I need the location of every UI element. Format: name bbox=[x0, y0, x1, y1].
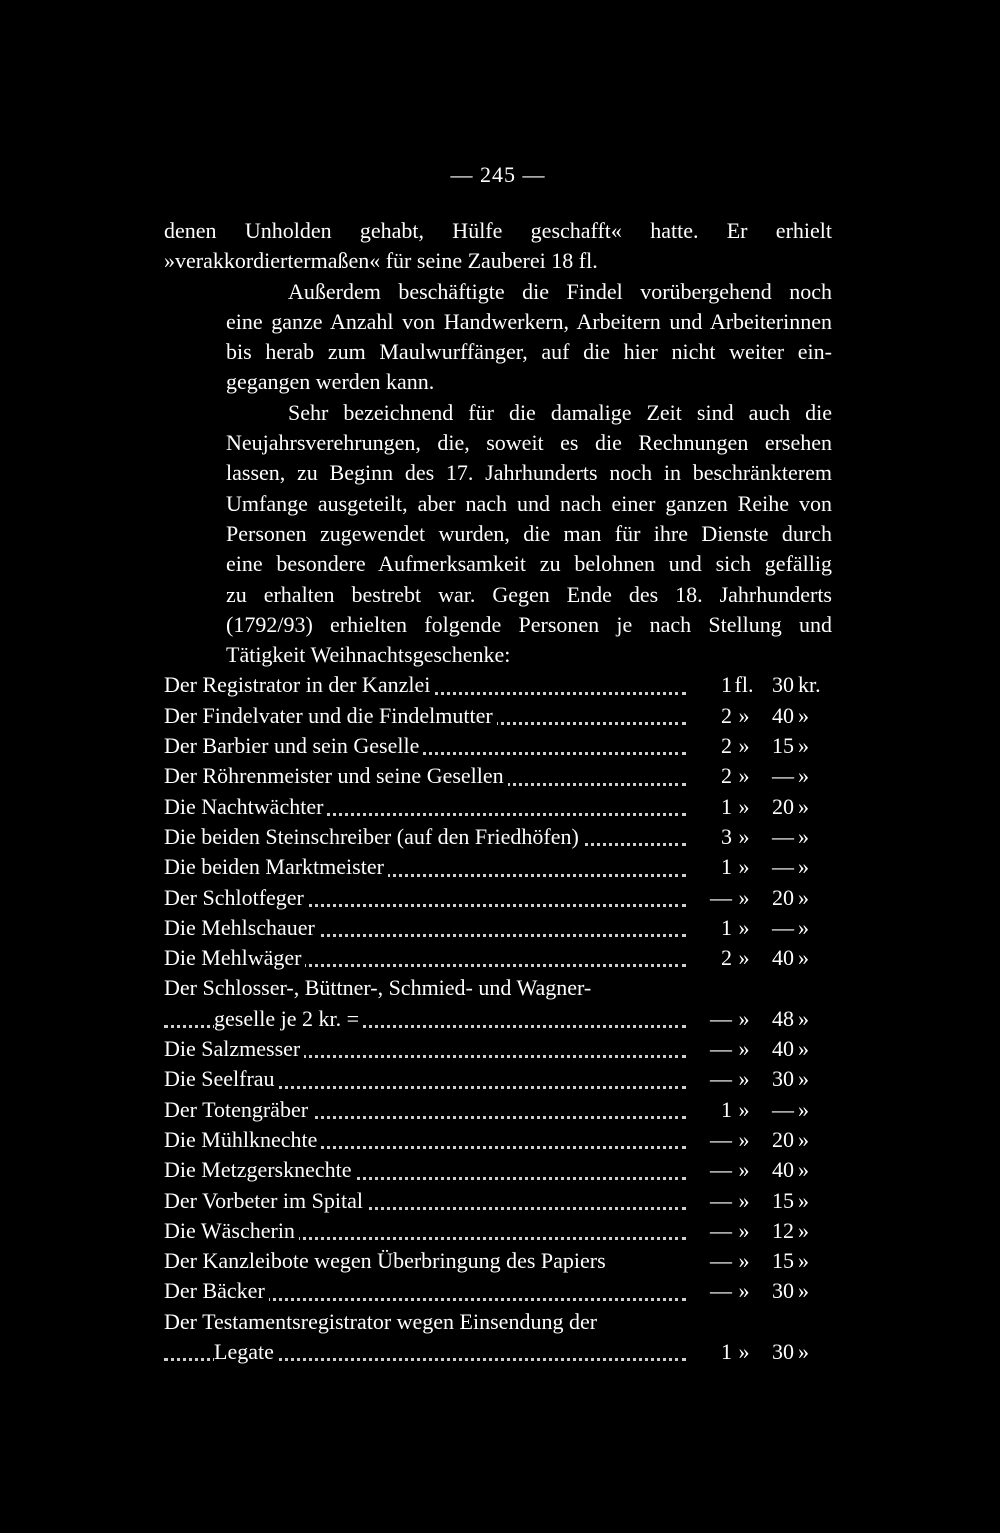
text-line: bis herab zum Maulwurffänger, auf die hier nicht weiter ein- bbox=[226, 339, 832, 365]
amount-fl: — bbox=[710, 1248, 732, 1274]
amount-kr: 20 bbox=[772, 793, 794, 819]
gift-amount bbox=[692, 883, 832, 913]
gift-row bbox=[164, 792, 832, 822]
recipient-name bbox=[164, 1216, 692, 1246]
recipient-label: Der Findelvater und die Findelmutter bbox=[164, 703, 497, 728]
recipient-name bbox=[164, 731, 692, 761]
gift-amount bbox=[692, 913, 832, 943]
amount-fl: 1 bbox=[721, 854, 732, 880]
amount-kr: 15 bbox=[772, 733, 794, 759]
paragraph bbox=[164, 277, 832, 398]
amount-kr: 48 bbox=[772, 1005, 794, 1031]
recipient-label: Die Mehlschauer bbox=[164, 915, 319, 940]
amount-u1: » bbox=[738, 1338, 750, 1364]
gift-row bbox=[164, 1034, 832, 1064]
recipient-name bbox=[164, 913, 692, 943]
amount-fl: 2 bbox=[721, 945, 732, 971]
gift-amount bbox=[692, 943, 832, 973]
paragraph bbox=[164, 216, 832, 277]
recipient-label: Die Salzmesser bbox=[164, 1036, 304, 1061]
gift-row bbox=[164, 913, 832, 943]
gift-amount bbox=[692, 1216, 832, 1246]
text-line: Sehr bezeichnend für die damalige Zeit sind auch die bbox=[288, 399, 832, 425]
recipient-label: Der Testamentsregistrator wegen Einsendung der bbox=[164, 1309, 601, 1334]
body-text bbox=[164, 216, 832, 670]
amount-u1: » bbox=[738, 793, 750, 819]
amount-u2: » bbox=[798, 1278, 809, 1304]
recipient-name bbox=[164, 792, 692, 822]
amount-fl: — bbox=[710, 1066, 732, 1092]
amount-u2: » bbox=[798, 733, 809, 759]
gift-amount bbox=[692, 822, 832, 852]
recipient-name bbox=[164, 1095, 692, 1125]
gift-row bbox=[164, 761, 832, 791]
amount-kr: — bbox=[772, 823, 794, 849]
text-line: Tätigkeit Weihnachtsgeschenke: bbox=[226, 642, 511, 668]
amount-fl: — bbox=[710, 1036, 732, 1062]
recipient-label: Der Bäcker bbox=[164, 1278, 269, 1303]
amount-u2: » bbox=[798, 793, 809, 819]
recipient-name bbox=[164, 1004, 692, 1034]
amount-u2: » bbox=[798, 1036, 809, 1062]
text-line: gegangen werden kann. bbox=[226, 369, 435, 395]
gift-amount bbox=[692, 1034, 832, 1064]
amount-u1: » bbox=[738, 1126, 750, 1152]
gift-row bbox=[164, 670, 832, 700]
gift-row bbox=[164, 852, 832, 882]
page-number: — 245 — bbox=[450, 162, 546, 187]
amount-u1: » bbox=[738, 823, 750, 849]
amount-u1: » bbox=[738, 1278, 750, 1304]
amount-u2: » bbox=[798, 1126, 809, 1152]
recipient-name bbox=[164, 1125, 692, 1155]
amount-fl: — bbox=[710, 1157, 732, 1183]
amount-kr: 30 bbox=[772, 672, 794, 698]
recipient-name bbox=[164, 1155, 692, 1185]
amount-fl: 2 bbox=[721, 763, 732, 789]
amount-fl: — bbox=[710, 1187, 732, 1213]
gift-row bbox=[164, 1095, 832, 1125]
recipient-name bbox=[164, 973, 692, 1003]
amount-kr: — bbox=[772, 1096, 794, 1122]
amount-u2: » bbox=[798, 763, 809, 789]
gift-row bbox=[164, 1064, 832, 1094]
amount-u2: » bbox=[798, 914, 809, 940]
gift-row bbox=[164, 1155, 832, 1185]
amount-u2: » bbox=[798, 1066, 809, 1092]
recipient-name bbox=[164, 1034, 692, 1064]
gift-amount bbox=[692, 792, 832, 822]
gift-row bbox=[164, 1276, 832, 1306]
amount-fl: 1 bbox=[721, 672, 732, 698]
recipient-name bbox=[164, 822, 692, 852]
gift-amount bbox=[692, 731, 832, 761]
recipient-name bbox=[164, 883, 692, 913]
amount-u2: » bbox=[798, 945, 809, 971]
recipient-label: Der Kanzleibote wegen Überbringung des Papiers bbox=[164, 1248, 610, 1273]
amount-u2: » bbox=[798, 1217, 809, 1243]
recipient-name bbox=[164, 670, 692, 700]
amount-u1: » bbox=[738, 1217, 750, 1243]
gift-row bbox=[164, 1307, 832, 1337]
amount-kr: — bbox=[772, 914, 794, 940]
amount-fl: — bbox=[710, 1278, 732, 1304]
recipient-label: Legate bbox=[214, 1339, 278, 1364]
amount-kr: 40 bbox=[772, 702, 794, 728]
recipient-label: Der Totengräber bbox=[164, 1097, 312, 1122]
book-page bbox=[164, 160, 832, 1367]
amount-kr: 30 bbox=[772, 1338, 794, 1364]
text-line: (1792/93) erhielten folgende Personen je nach Stellung und bbox=[226, 611, 832, 637]
amount-u1: » bbox=[738, 945, 750, 971]
amount-fl: — bbox=[710, 1126, 732, 1152]
amount-u2: » bbox=[798, 1157, 809, 1183]
amount-u1: » bbox=[738, 1187, 750, 1213]
amount-u1: fl. bbox=[734, 672, 754, 698]
amount-u2: » bbox=[798, 1005, 809, 1031]
recipient-name bbox=[164, 943, 692, 973]
gift-row bbox=[164, 1337, 832, 1367]
amount-u1: » bbox=[738, 1005, 750, 1031]
amount-kr: — bbox=[772, 763, 794, 789]
amount-u2: kr. bbox=[798, 672, 821, 698]
amount-kr: 30 bbox=[772, 1066, 794, 1092]
gift-amount bbox=[692, 1064, 832, 1094]
recipient-name bbox=[164, 852, 692, 882]
amount-u1: » bbox=[738, 884, 750, 910]
amount-u1: » bbox=[738, 763, 750, 789]
text-line: lassen, zu Beginn des 17. Jahrhunderts noch in beschränkterem bbox=[226, 460, 832, 486]
amount-u1: » bbox=[738, 1066, 750, 1092]
amount-u1: » bbox=[738, 702, 750, 728]
gift-amount bbox=[692, 1246, 832, 1276]
recipient-label: Die beiden Steinschreiber (auf den Friedhöfen) bbox=[164, 824, 583, 849]
text-line: Außerdem beschäftigte die Findel vorübergehend noch bbox=[288, 278, 832, 304]
recipient-label: Die Seelfrau bbox=[164, 1066, 279, 1091]
amount-u1: » bbox=[738, 1096, 750, 1122]
recipient-name bbox=[164, 1246, 692, 1276]
text-line: Umfange ausgeteilt, aber nach und nach einer ganzen Reihe von bbox=[226, 490, 832, 516]
gift-row bbox=[164, 1125, 832, 1155]
gift-row bbox=[164, 1004, 832, 1034]
paragraph bbox=[164, 398, 832, 671]
amount-kr: — bbox=[772, 854, 794, 880]
gift-row bbox=[164, 1216, 832, 1246]
gift-row bbox=[164, 822, 832, 852]
recipient-label: gesellе je 2 kr. = bbox=[214, 1006, 363, 1031]
amount-kr: 20 bbox=[772, 884, 794, 910]
text-line: Neujahrsverehrungen, die, soweit es die Rechnungen ersehen bbox=[226, 430, 832, 456]
amount-kr: 40 bbox=[772, 1157, 794, 1183]
amount-u1: » bbox=[738, 1248, 750, 1274]
amount-fl: — bbox=[710, 884, 732, 910]
gift-amount bbox=[692, 761, 832, 791]
gift-amount bbox=[692, 852, 832, 882]
gift-amount bbox=[692, 1186, 832, 1216]
gift-amount bbox=[692, 670, 832, 700]
amount-fl: — bbox=[710, 1217, 732, 1243]
text-line: eine ganze Anzahl von Handwerkern, Arbeitern und Arbeiterinnen bbox=[226, 308, 832, 334]
gift-amount bbox=[692, 1125, 832, 1155]
gift-row bbox=[164, 701, 832, 731]
recipient-label: Der Schlosser-, Büttner-, Schmied- und Wagner- bbox=[164, 975, 595, 1000]
amount-u2: » bbox=[798, 1187, 809, 1213]
recipient-name bbox=[164, 1276, 692, 1306]
recipient-label: Der Schlotfeger bbox=[164, 885, 308, 910]
gift-row bbox=[164, 883, 832, 913]
recipient-label: Die Wäscherin bbox=[164, 1218, 299, 1243]
recipient-label: Der Registrator in der Kanzlei bbox=[164, 672, 434, 697]
gift-row bbox=[164, 1246, 832, 1276]
text-line: zu erhalten bestrebt war. Gegen Ende des 18. Jahrhunderts bbox=[226, 581, 832, 607]
gift-table bbox=[164, 670, 832, 1367]
recipient-name bbox=[164, 1064, 692, 1094]
recipient-label: Die Metzgersknechte bbox=[164, 1157, 356, 1182]
amount-u2: » bbox=[798, 854, 809, 880]
text-line: denen Unholden gehabt, Hülfe geschafft« hatte. Er erhielt bbox=[164, 218, 832, 243]
amount-fl: 1 bbox=[721, 1096, 732, 1122]
recipient-name bbox=[164, 701, 692, 731]
gift-row bbox=[164, 973, 832, 1003]
gift-amount bbox=[692, 1337, 832, 1367]
amount-u2: » bbox=[798, 1338, 809, 1364]
amount-fl: — bbox=[710, 1005, 732, 1031]
amount-kr: 20 bbox=[772, 1126, 794, 1152]
amount-fl: 2 bbox=[721, 733, 732, 759]
gift-row bbox=[164, 731, 832, 761]
recipient-name bbox=[164, 1307, 692, 1337]
amount-u2: » bbox=[798, 1248, 809, 1274]
amount-u2: » bbox=[798, 1096, 809, 1122]
amount-u1: » bbox=[738, 1157, 750, 1183]
amount-u1: » bbox=[738, 733, 750, 759]
amount-u2: » bbox=[798, 884, 809, 910]
amount-u1: » bbox=[738, 914, 750, 940]
amount-fl: 1 bbox=[721, 914, 732, 940]
recipient-label: Der Vorbeter im Spital bbox=[164, 1188, 367, 1213]
gift-row bbox=[164, 1186, 832, 1216]
recipient-name bbox=[164, 1337, 692, 1367]
amount-fl: 1 bbox=[721, 793, 732, 819]
gift-amount bbox=[692, 1155, 832, 1185]
recipient-name bbox=[164, 1186, 692, 1216]
amount-kr: 40 bbox=[772, 1036, 794, 1062]
gift-amount bbox=[692, 701, 832, 731]
recipient-name bbox=[164, 761, 692, 791]
amount-fl: 2 bbox=[721, 702, 732, 728]
amount-kr: 15 bbox=[772, 1248, 794, 1274]
amount-u1: » bbox=[738, 854, 750, 880]
amount-kr: 30 bbox=[772, 1278, 794, 1304]
recipient-label: Der Barbier und sein Geselle bbox=[164, 733, 423, 758]
amount-kr: 12 bbox=[772, 1217, 794, 1243]
recipient-label: Die Nachtwächter bbox=[164, 794, 327, 819]
recipient-label: Die Mühlknechte bbox=[164, 1127, 321, 1152]
gift-row bbox=[164, 943, 832, 973]
text-line: Personen zugewendet wurden, die man für ihre Dienste durch bbox=[226, 520, 832, 546]
amount-kr: 15 bbox=[772, 1187, 794, 1213]
gift-amount bbox=[692, 1276, 832, 1306]
amount-fl: 3 bbox=[721, 823, 732, 849]
gift-amount bbox=[692, 1095, 832, 1125]
text-line: eine besondere Aufmerksamkeit zu belohnen und sich gefällig bbox=[226, 551, 832, 577]
amount-kr: 40 bbox=[772, 945, 794, 971]
recipient-label: Der Röhrenmeister und seine Gesellen bbox=[164, 763, 508, 788]
amount-u2: » bbox=[798, 702, 809, 728]
recipient-label: Die beiden Marktmeister bbox=[164, 854, 388, 879]
text-line: »verakkordiertermaßen« für seine Zauberei 18 fl. bbox=[164, 248, 598, 274]
amount-u2: » bbox=[798, 823, 809, 849]
amount-fl: 1 bbox=[721, 1338, 732, 1364]
gift-amount bbox=[692, 1004, 832, 1034]
amount-u1: » bbox=[738, 1036, 750, 1062]
recipient-label: Die Mehlwäger bbox=[164, 945, 305, 970]
